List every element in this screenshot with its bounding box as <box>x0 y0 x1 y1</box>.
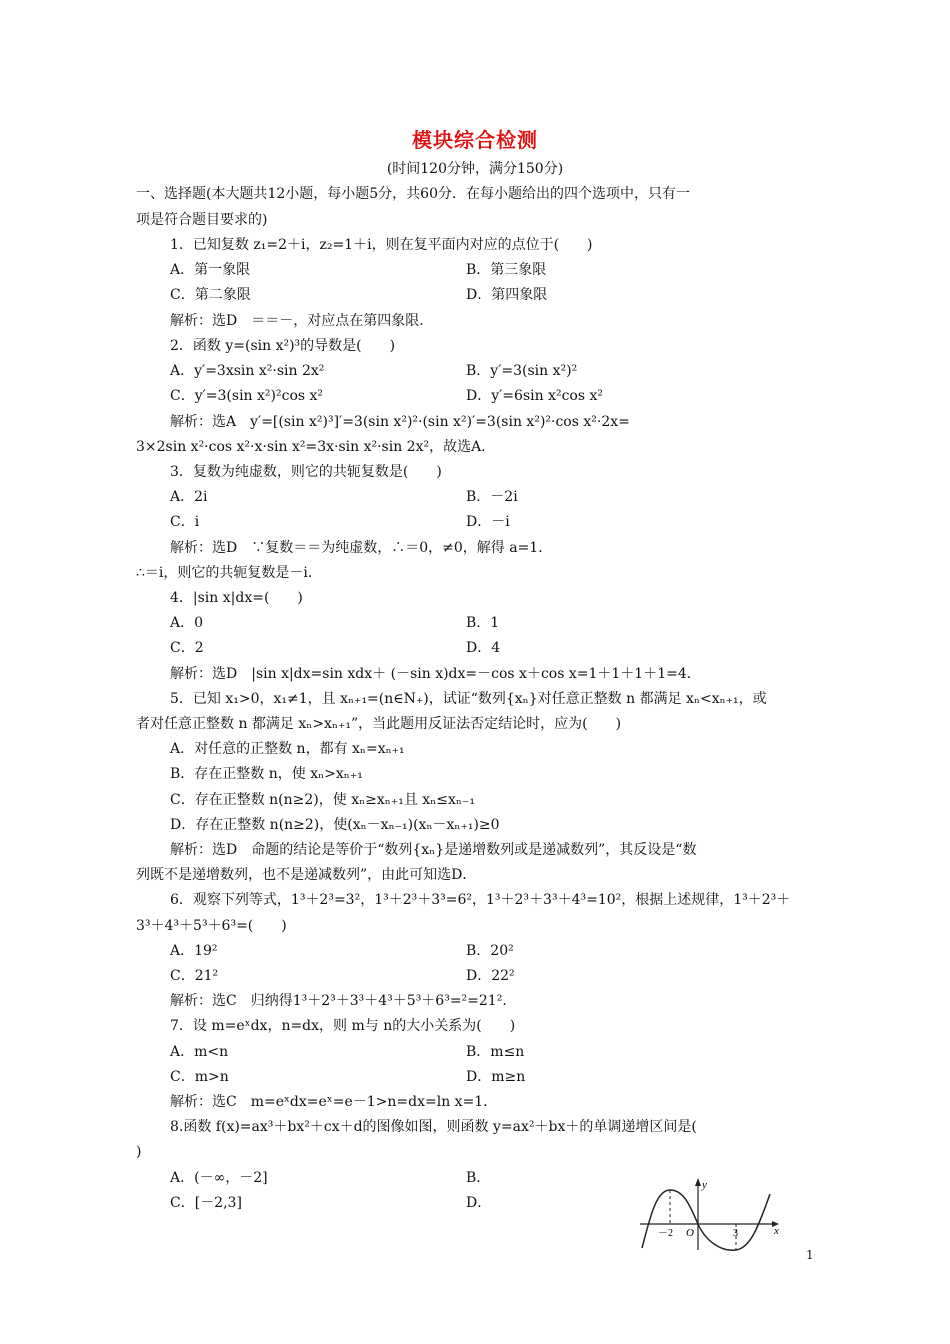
q8-option-a: A．(－∞，－2] <box>170 1170 268 1186</box>
question-4: 4．|sin x|dx=( ) <box>170 590 303 606</box>
tick-label-neg: －2 <box>658 1228 673 1239</box>
q6-option-a: A．19² <box>170 943 218 959</box>
section-heading-cont: 项是符合题目要求的) <box>136 212 268 228</box>
q5-option-d: D．存在正整数 n(n≥2)，使(xₙ－xₙ₋₁)(xₙ－xₙ₊₁)≥0 <box>170 817 500 833</box>
q6-option-c: C．21² <box>170 968 219 984</box>
q6-option-d: D．22² <box>466 968 515 984</box>
cubic-function-graph <box>636 1176 786 1252</box>
q7-option-b: B．m≤n <box>466 1044 525 1060</box>
q5-solution: 解析：选D 命题的结论是等价于“数列{xₙ}是递增数列或是递减数列”，其反设是“数 <box>170 842 697 858</box>
q1-option-c: C．第二象限 <box>170 287 251 303</box>
question-7: 7．设 m=eˣdx，n=dx，则 m与 n的大小关系为( ) <box>170 1018 516 1034</box>
question-5-cont: 者对任意正整数 n 都满足 xₙ>xₙ₊₁”，当此题用反证法否定结论时，应为( ) <box>136 716 622 732</box>
q5-option-a: A．对任意的正整数 n，都有 xₙ=xₙ₊₁ <box>170 741 405 757</box>
q2-option-d: D．y′=6sin x²cos x² <box>466 388 603 404</box>
curve <box>642 1190 770 1250</box>
q7-option-c: C．m>n <box>170 1069 229 1085</box>
question-3: 3．复数为纯虚数，则它的共轭复数是( ) <box>170 464 442 480</box>
q6-option-b: B．20² <box>466 943 514 959</box>
section-heading: 一、选择题(本大题共12小题，每小题5分，共60分．在每小题给出的四个选项中，只有一 <box>136 186 690 202</box>
q3-option-c: C．i <box>170 514 200 530</box>
q7-solution: 解析：选C m=eˣdx=eˣ=e－1>n=dx=ln x=1． <box>170 1094 498 1110</box>
time-score-note: (时间120分钟，满分150分) <box>386 161 564 177</box>
page-number: 1 <box>806 1248 814 1262</box>
q1-option-a: A．第一象限 <box>170 262 251 278</box>
q3-solution-cont: ∴＝i，则它的共轭复数是－i． <box>136 565 322 581</box>
question-8: 8.函数 f(x)=ax³＋bx²＋cx＋d的图像如图，则函数 y=ax²＋bx＋的单调递增区间是( <box>170 1119 697 1135</box>
q5-option-c: C．存在正整数 n(n≥2)，使 xₙ≥xₙ₊₁且 xₙ≤xₙ₋₁ <box>170 792 475 808</box>
q7-option-d: D．m≥n <box>466 1069 526 1085</box>
q2-option-c: C．y′=3(sin x²)²cos x² <box>170 388 324 404</box>
q2-solution: 解析：选A y′=[(sin x²)³]′=3(sin x²)²·(sin x²)′=3(sin x²)²·cos x²·2x= <box>170 414 630 430</box>
q1-option-d: D．第四象限 <box>466 287 548 303</box>
q7-option-a: A．m<n <box>170 1044 229 1060</box>
y-axis-arrow <box>695 1178 701 1186</box>
q3-option-b: B．－2i <box>466 489 518 505</box>
q1-option-b: B．第三象限 <box>466 262 547 278</box>
q6-solution: 解析：选C 归纳得1³＋2³＋3³＋4³＋5³＋6³=²=21²． <box>170 993 517 1009</box>
q4-option-c: C．2 <box>170 640 204 656</box>
question-5: 5．已知 x₁>0，x₁≠1，且 xₙ₊₁=(n∈N₊)，试证“数列{xₙ}对任意正整数 n 都满足 xₙ<xₙ₊₁，或 <box>170 691 767 707</box>
q3-solution: 解析：选D ∵复数＝＝为纯虚数，∴＝0，≠0，解得 a=1． <box>170 540 553 556</box>
question-1: 1．已知复数 z₁=2＋i，z₂=1＋i，则在复平面内对应的点位于( ) <box>170 237 593 253</box>
question-8-cont: ) <box>136 1144 142 1160</box>
tick-label-pos: 3 <box>733 1228 738 1239</box>
q8-option-d: D． <box>466 1195 492 1211</box>
q4-option-b: B．1 <box>466 615 500 631</box>
q5-option-b: B．存在正整数 n，使 xₙ>xₙ₊₁ <box>170 766 363 782</box>
q2-option-b: B．y′=3(sin x²)² <box>466 363 578 379</box>
q2-option-a: A．y′=3xsin x²·sin 2x² <box>170 363 325 379</box>
q8-option-c: C．[－2,3] <box>170 1195 242 1211</box>
q4-option-d: D．4 <box>466 640 501 656</box>
q2-solution-cont: 3×2sin x²·cos x²·x·sin x²=3x·sin x²·sin 2x²，故选A． <box>136 439 496 455</box>
q8-option-b: B． <box>466 1170 491 1186</box>
q4-option-a: A．0 <box>170 615 204 631</box>
origin-label: O <box>686 1227 694 1239</box>
question-6-cont: 3³＋4³＋5³＋6³=( ) <box>136 918 287 934</box>
document-title: 模块综合检测 <box>412 128 538 152</box>
question-2: 2．函数 y=(sin x²)³的导数是( ) <box>170 338 396 354</box>
q3-option-d: D．－i <box>466 514 510 530</box>
q3-option-a: A．2i <box>170 489 208 505</box>
q1-solution: 解析：选D ＝＝－，对应点在第四象限． <box>170 313 434 329</box>
q4-solution: 解析：选D |sin x|dx=sin xdx＋ (－sin x)dx=－cos x＋cos x=1＋1＋1＋1=4． <box>170 666 701 682</box>
q5-solution-cont: 列既不是递增数列，也不是递减数列”，由此可知选D． <box>136 867 477 883</box>
y-axis-label: y <box>702 1179 707 1191</box>
question-6: 6．观察下列等式，1³＋2³=3²，1³＋2³＋3³=6²，1³＋2³＋3³＋4³=10²，根据上述规律，1³＋2³＋ <box>170 892 791 908</box>
x-axis-label: x <box>774 1225 779 1237</box>
